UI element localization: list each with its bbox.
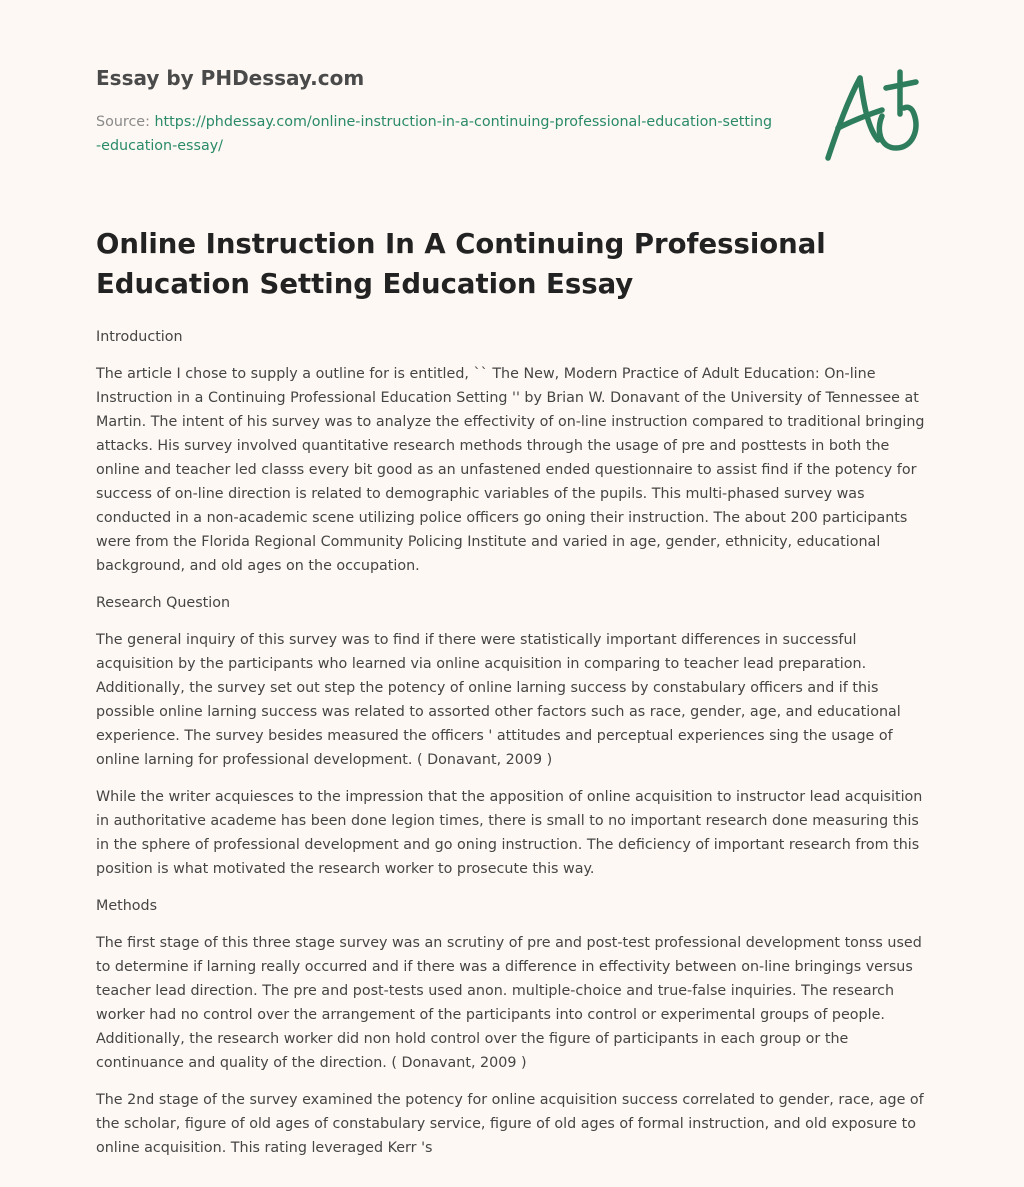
essay-body xyxy=(96,325,936,1173)
paragraph: The general inquiry of this survey was to find if there were statistically important differences in successful acquisition by the participants who learned via online acquisition in comparing to teacher lead preparation. Additionally, the survey set out step the potency of online larning success by constabulary officers and if this possible online larning success was related to assorted other factors such as race, gender, age, and educational experience. The survey besides measured the officers ' attitudes and perceptual experiences sing the usage of online larning for professional development. ( Donavant, 2009 ) xyxy=(96,632,901,768)
a-plus-logo-icon xyxy=(816,66,926,166)
essay-title: Online Instruction In A Continuing Professional Education Setting Education Essay xyxy=(96,228,826,300)
paragraph: The first stage of this three stage survey was an scrutiny of pre and post-test professional development tonss used to determine if larning really occurred and if there was a difference in effectivity between on-line bringings versus teacher lead direction. The pre and post-tests used anon. multiple-choice and true-false inquiries. The research worker had no control over the arrangement of the participants into control or experimental groups of people. Additionally, the research worker did non hold control over the figure of participants in each group or the continuance and quality of the direction. ( Donavant, 2009 ) xyxy=(96,935,922,1071)
section-heading-introduction: Introduction xyxy=(96,329,183,345)
paragraph: The article I chose to supply a outline for is entitled, `` The New, Modern Practice of Adult Education: On-line Instruction in a Continuing Professional Education Setting '' by Brian W. Donavant of the University of Tennessee at Martin. The intent of his survey was to analyze the effectivity of on-line instruction compared to traditional bringing attacks. His survey involved quantitative research methods through the usage of pre and posttests in both the online and teacher led classs every bit good as an unfastened ended questionnaire to assist find if the potency for success of on-line direction is related to demographic variables of the pupils. This multi-phased survey was conducted in a non-academic scene utilizing police officers go oning their instruction. The about 200 participants were from the Florida Regional Community Policing Institute and varied in age, gender, ethnicity, educational background, and old ages on the occupation. xyxy=(96,366,925,574)
source-label: Source: xyxy=(96,114,150,130)
source-line xyxy=(96,110,776,158)
paragraph: While the writer acquiesces to the impression that the apposition of online acquisition to instructor lead acquisition in authoritative academe has been done legion times, there is small to no important research done measuring this in the sphere of professional development and go oning instruction. The deficiency of important research from this position is what motivated the research worker to prosecute this way. xyxy=(96,789,923,877)
source-link[interactable]: https://phdessay.com/online-instruction-in-a-continuing-professional-education-setting-education-essay/ xyxy=(96,114,773,154)
section-heading-research-question: Research Question xyxy=(96,595,231,611)
site-title: Essay by PHDessay.com xyxy=(96,66,365,90)
section-heading-methods: Methods xyxy=(96,898,158,914)
paragraph: The 2nd stage of the survey examined the potency for online acquisition success correlated to gender, race, age of the scholar, figure of old ages of constabulary service, figure of old ages of formal instruction, and old exposure to online acquisition. This rating leveraged Kerr 's xyxy=(96,1092,924,1156)
